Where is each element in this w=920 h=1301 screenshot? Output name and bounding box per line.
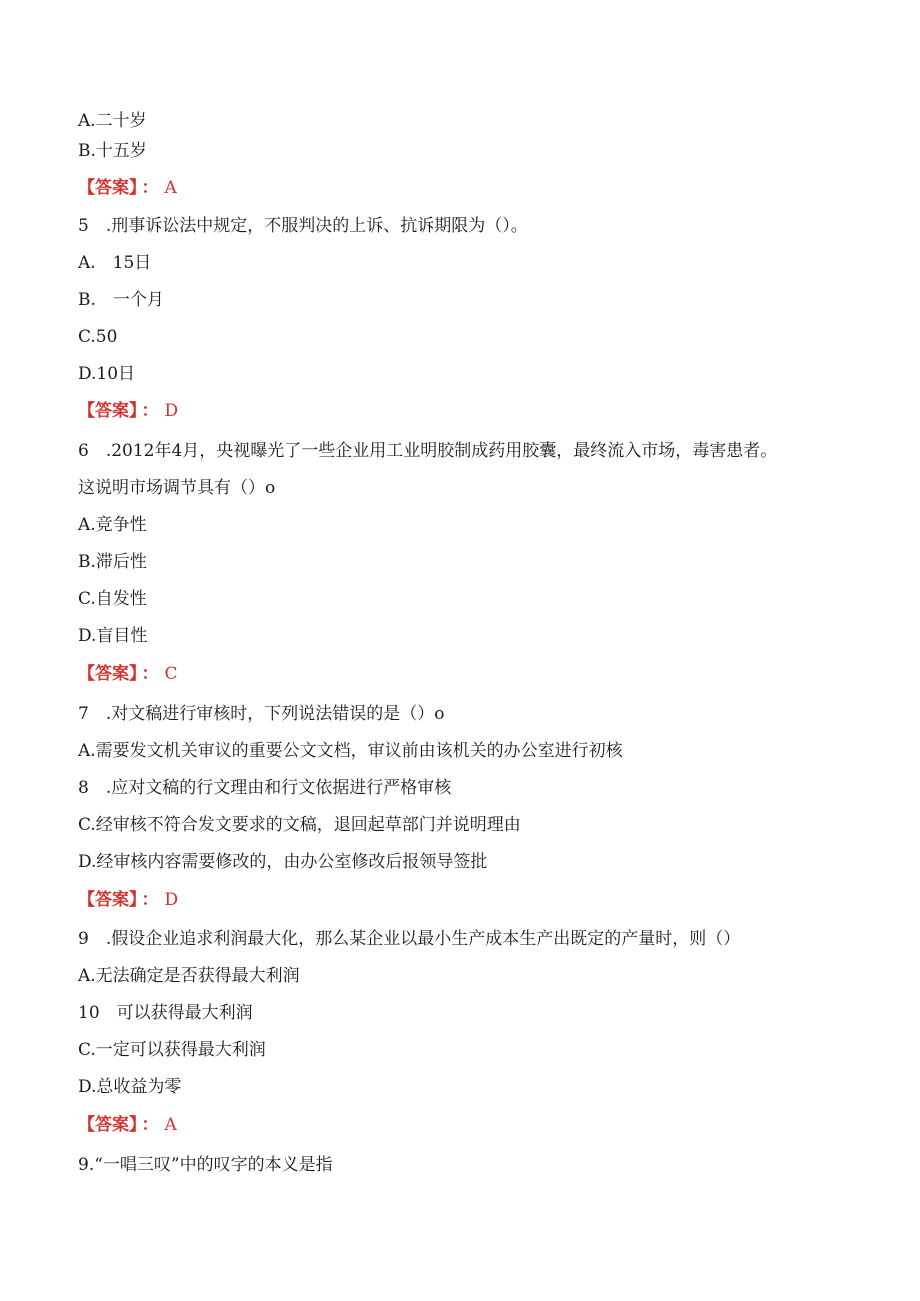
answer-colon: ：	[141, 401, 159, 421]
question-line: 6 .2012年4月，央视曝光了一些企业用工业明胶制成药用胶囊，最终流入市场，毒害患者。	[78, 441, 778, 461]
answer-line	[78, 663, 178, 685]
option-line: D.盲目性	[78, 626, 148, 646]
option-line: A. 15日	[78, 253, 152, 273]
answer-label: 【答案】	[78, 890, 138, 910]
answer-colon: ：	[141, 890, 159, 910]
option-line: B.滞后性	[78, 552, 147, 572]
answer-value: D	[164, 890, 179, 910]
option-line: D.总收益为零	[78, 1077, 182, 1097]
question-line: 5 .刑事诉讼法中规定，不服判决的上诉、抗诉期限为（）。	[78, 216, 528, 236]
answer-label: 【答案】	[78, 178, 138, 198]
answer-value: D	[164, 401, 179, 421]
answer-colon: ：	[141, 178, 159, 198]
question-line: 9.“一唱三叹”中的叹字的本义是指	[78, 1155, 333, 1175]
question-line: 8 .应对文稿的行文理由和行文依据进行严格审核	[78, 778, 452, 798]
option-line: C.一定可以获得最大利润	[78, 1040, 266, 1060]
option-line: A.无法确定是否获得最大利润	[78, 966, 300, 986]
option-line: A.需要发文机关审议的重要公文文档，审议前由该机关的办公室进行初核	[78, 741, 623, 761]
answer-line	[78, 1114, 177, 1136]
answer-colon: ：	[141, 1115, 159, 1135]
option-line: C.自发性	[78, 589, 147, 609]
option-line: B.十五岁	[78, 141, 147, 161]
answer-label: 【答案】	[78, 401, 138, 421]
option-line: D.10日	[78, 364, 136, 384]
option-line: A.二十岁	[78, 111, 147, 131]
answer-value: A	[164, 1115, 177, 1135]
option-line: C.50	[78, 327, 118, 347]
answer-label: 【答案】	[78, 1115, 138, 1135]
question-line: 这说明市场调节具有（）o	[78, 478, 276, 498]
option-line: C.经审核不符合发文要求的文稿，退回起草部门并说明理由	[78, 815, 521, 835]
answer-value: C	[164, 664, 178, 684]
question-line: 9 .假设企业追求利润最大化，那么某企业以最小生产成本生产出既定的产量时，则（）	[78, 929, 741, 949]
option-line: B. 一个月	[78, 290, 164, 310]
answer-colon: ：	[141, 664, 159, 684]
answer-label: 【答案】	[78, 664, 138, 684]
answer-line	[78, 400, 178, 422]
option-line: A.竞争性	[78, 515, 147, 535]
option-line: D.经审核内容需要修改的，由办公室修改后报领导签批	[78, 852, 488, 872]
question-line: 7 .对文稿进行审核时，下列说法错误的是（）o	[78, 704, 445, 724]
answer-line	[78, 177, 177, 199]
answer-line	[78, 889, 178, 911]
question-line: 10 可以获得最大利润	[78, 1003, 253, 1023]
answer-value: A	[164, 178, 177, 198]
